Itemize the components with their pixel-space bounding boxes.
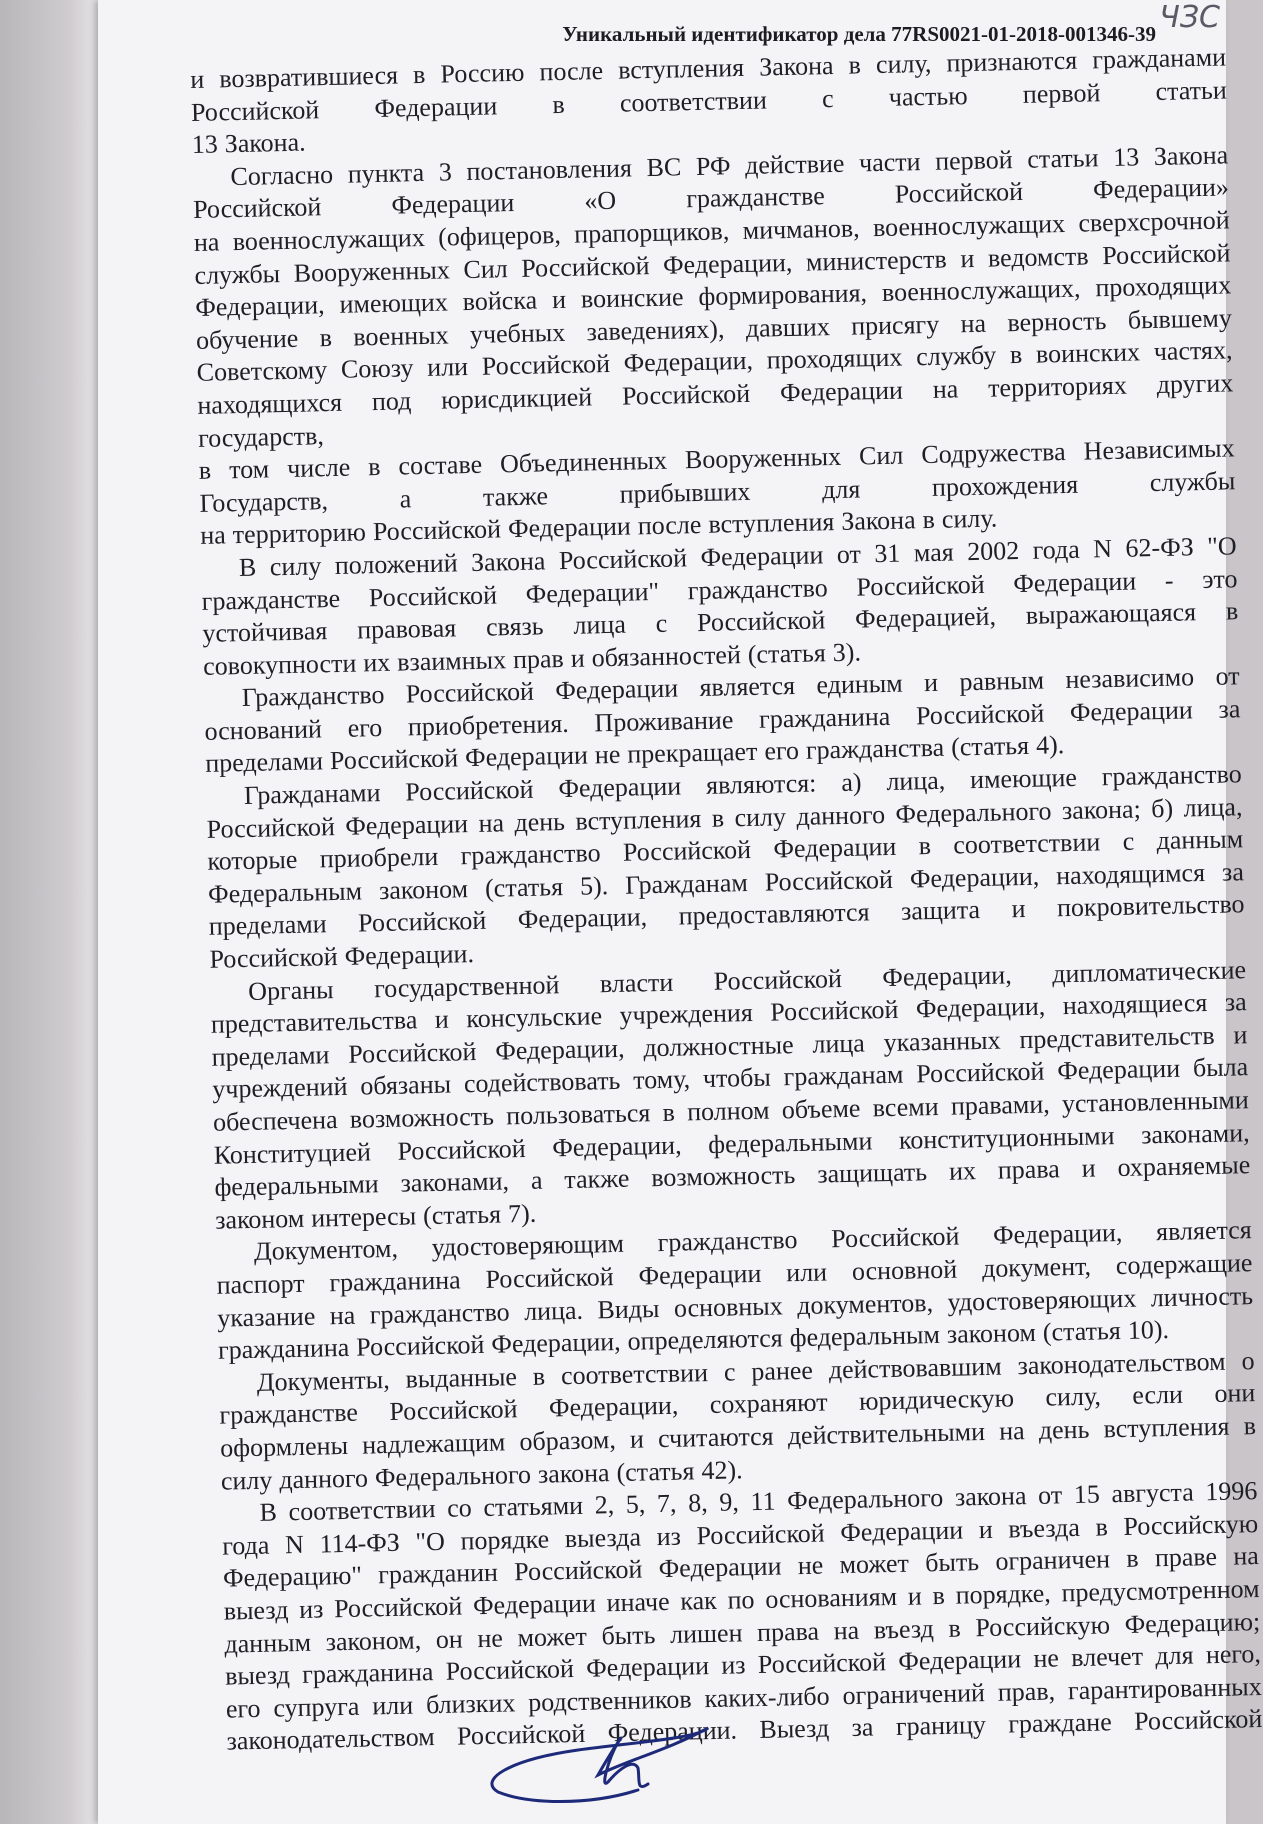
text-line: пределами Российской Федерации, должностные лица указанных представительств и <box>211 1019 1248 1072</box>
case-identifier-header: Уникальный идентификатор дела 77RS0021-01-2018-001346-39 <box>562 22 1156 46</box>
text-line: его супруга или близких родственников каких-либо ограничений прав, гарантированных <box>225 1671 1262 1724</box>
text-line: Документом, удостоверяющим гражданство Российской Федерации, является <box>253 1215 1252 1267</box>
document-body <box>190 41 1263 1758</box>
text-line: В силу положений Закона Российской Федерации от 31 мая 2002 года N 62-ФЗ "О <box>238 531 1237 582</box>
text-line: паспорт гражданина Российской Федерации или основной документ, содержащие <box>216 1248 1253 1300</box>
text-line: Российской Федерации на день вступления в силу данного Федерального закона; б) лица, <box>206 791 1243 844</box>
text-line: оформлены надлежащим образом, и считаются действительными на день вступления в <box>219 1411 1257 1463</box>
text-line: совокупности их взаимных прав и обязанностей (статья 3). <box>202 637 862 681</box>
text-line: службы Вооруженных Сил Российской Федерации, министерств и ведомств Российской <box>194 237 1231 290</box>
text-line: на военнослужащих (офицеров, прапорщиков, мичманов, военнослужащих сверхсрочной <box>193 205 1230 257</box>
text-line: Российской Федерации в соответствии с частью первой статьи <box>190 74 1228 127</box>
handwritten-page-number: ЧЗС <box>1159 0 1220 35</box>
text-line: находящихся под юрисдикцией Российской Федерации на территориях других <box>197 368 1234 420</box>
text-line: гражданстве Российской Федерации, сохраняют юридическую силу, если они <box>219 1378 1256 1431</box>
text-line: обеспечена возможность пользоваться в полном объеме всеми правами, установленными <box>212 1085 1250 1137</box>
text-line: Советскому Союзу или Российской Федерации, проходящих службу в воинских частях, <box>196 335 1233 388</box>
text-line: гражданина Российской Федерации, определяются федеральным законом (статья 10). <box>217 1315 1170 1365</box>
text-line: законом интересы (статья 7). <box>214 1198 537 1235</box>
left-margin-strip <box>0 0 98 1824</box>
text-line: Государств, а также прибывших для прохождения службы <box>199 466 1236 518</box>
text-line: пределами Российской Федерации не прекращает его гражданства (статья 4). <box>204 730 1065 779</box>
text-line: выезд из Российской Федерации иначе как по основаниям и в порядке, предусмотренном <box>223 1573 1260 1626</box>
text-line: федеральными законами, а также возможность защищать их права и охраняемые <box>214 1150 1251 1202</box>
text-line: которые приобрели гражданство Российской Федерации в соответствии с данным <box>207 824 1244 877</box>
text-line: В соответствии со статьями 2, 5, 7, 8, 9, 11 Федерального закона от 15 августа 1996 <box>259 1476 1258 1527</box>
text-line: 13 Закона. <box>191 127 306 160</box>
text-line: пределами Российской Федерации, предоставляются защита и покровительство <box>208 889 1245 942</box>
text-line: года N 114-ФЗ "О порядке выезда из Российской Федерации и въезда в Российскую <box>222 1508 1259 1561</box>
text-line: гражданстве Российской Федерации" гражданство Российской Федерации - это <box>201 563 1238 616</box>
text-line: на территорию Российской Федерации после вступления Закона в силу. <box>199 503 998 551</box>
text-line: оснований его приобретения. Проживание гражданина Российской Федерации за <box>204 694 1241 746</box>
text-line: Федерации, имеющих войска и воинские формирования, военнослужащих, проходящих <box>194 270 1232 323</box>
text-line: в том числе в составе Объединенных Вооруженных Сил Содружества Независимых <box>198 433 1235 486</box>
text-line: Российской Федерации «О гражданстве Российской Федерации» <box>192 172 1230 225</box>
text-line: государств, <box>197 420 325 453</box>
text-line: Федеральным законом (статья 5). Гражданам Российской Федерации, находящимся за <box>207 857 1245 909</box>
text-line: учреждений обязаны содействовать тому, чтобы гражданам Российской Федерации была <box>212 1052 1249 1105</box>
text-line: Гражданство Российской Федерации является единым и равным независимо от <box>241 661 1240 713</box>
text-line: данным законом, он не может быть лишен права на въезд в Российскую Федерацию; <box>224 1606 1261 1659</box>
text-line: Федерацию" гражданин Российской Федерации не может быть ограничен в праве на <box>222 1541 1260 1593</box>
text-line: представительства и консульские учреждения Российской Федерации, находящиеся за <box>210 987 1247 1039</box>
text-line: Российской Федерации. <box>209 939 475 974</box>
text-line: выезд гражданина Российской Федерации из Российской Федерации не влечет для него, <box>224 1639 1262 1691</box>
text-line: силу данного Федерального закона (статья 42). <box>220 1454 743 1496</box>
text-line: Конституцией Российской Федерации, федеральными конституционными законами, <box>213 1117 1250 1170</box>
text-line: устойчивая правовая связь лица с Российской Федерацией, выражающаяся в <box>202 596 1239 648</box>
text-line: законодательством Российской Федерации. Выезд за границу граждане Российской <box>226 1704 1263 1756</box>
text-line: Документы, выданные в соответствии с ранее действовавшим законодательством о <box>256 1345 1255 1397</box>
text-line: Согласно пункта 3 постановления ВС РФ действие части первой статьи 13 Закона <box>230 140 1229 191</box>
text-line: Органы государственной власти Российской Федерации, дипломатические <box>247 954 1247 1006</box>
text-line: Гражданами Российской Федерации являются: а) лица, имеющие гражданство <box>243 759 1242 811</box>
document-page <box>98 0 1263 1824</box>
text-line: обучение в военных учебных заведениях), давших присягу на верность бывшему <box>195 303 1233 355</box>
signature-icon <box>468 1720 718 1810</box>
text-line: указание на гражданство лица. Виды основных документов, удостоверяющих личность <box>217 1280 1254 1333</box>
text-line: и возвратившиеся в Россию после вступления Закона в силу, признаются гражданами <box>190 42 1227 94</box>
